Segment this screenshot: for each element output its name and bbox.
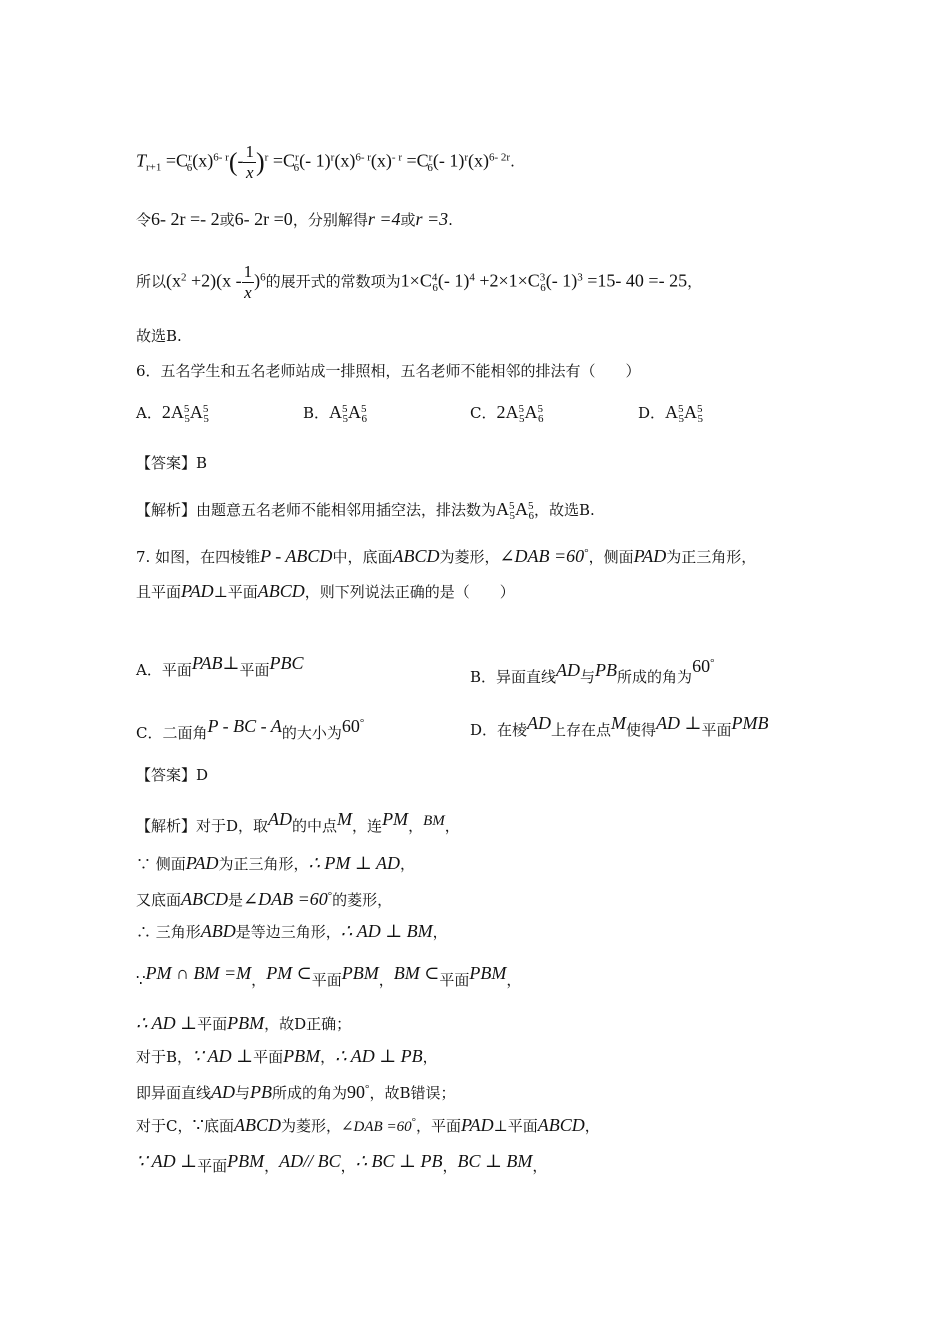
q7-option-d[interactable]: D．在棱AD上存在点M使得AD ⊥平面PMB (470, 713, 769, 739)
q6-option-b[interactable]: B．$A^5_5A^5_6$ (303, 402, 368, 425)
q7-stem-line2: 且平面PAD⊥平面ABCD，则下列说法正确的是（ ） (136, 581, 515, 601)
q7-solution-7: 对于B，∵ AD ⊥平面PBM，∴ AD ⊥ PB， (136, 1046, 438, 1066)
q7-solution-2: ∵ 侧面PAD为正三角形，∴ PM ⊥ AD， (136, 853, 416, 873)
q6-option-d[interactable]: D．$A^5_5A^5_5$ (638, 402, 704, 425)
q7-solution-8: 即异面直线AD与PB所成的角为90°，故B错误； (136, 1082, 456, 1102)
q7-solution-1: 【解析】对于D，取AD的中点M，连PM，BM， (136, 809, 460, 835)
q7-option-a[interactable]: A．平面PAB⊥平面PBC (136, 653, 304, 679)
q7-option-c[interactable]: C．二面角P - BC - A的大小为60° (136, 716, 365, 742)
q6-answer: 【答案】B (136, 454, 208, 472)
q7-answer: 【答案】D (136, 766, 209, 784)
q7-solution-4: ∴ 三角形ABD是等边三角形，∴ AD ⊥ BM， (136, 921, 448, 941)
q6-option-c[interactable]: C．$2A^5_5A^5_6$ (470, 402, 544, 425)
q7-solution-3: 又底面ABCD是∠DAB =60°的菱形， (136, 889, 393, 909)
fraction-one-over-x: $\frac{1}{x}$ (245, 142, 254, 182)
q6-option-a[interactable]: A．$2A^5_5A^5_5$ (136, 402, 209, 425)
q6-analysis: 【解析】由题意五名老师不能相邻用插空法，排法数为$A^5_5A^5_6$，故选B. (136, 499, 595, 522)
fraction-one-over-x-2: $\frac{1}{x}$ (243, 262, 253, 302)
choose-b-line: 故选B. (136, 327, 182, 345)
q7-solution-5: ∵PM ∩ BM =M，PM ⊂平面PBM，BM ⊂平面PBM， (136, 963, 522, 989)
q6-stem: 6．五名学生和五名老师站成一排照相，五名老师不能相邻的排法有（ ） (136, 362, 641, 380)
q7-solution-10: ∵ AD ⊥平面PBM，AD// BC，∴ BC ⊥ PB，BC ⊥ BM， (136, 1151, 548, 1175)
expansion-general-term: $T_{r+1} =C^r_6(x)^{6- r}(-$ $\frac{1}{x}$ )$^r =C^r_6(-$ $1)^r(x)^{6- r}(x)^{- r} =C^r_6(-$ $1)^r(x)^{6- 2r}$. (136, 142, 515, 182)
constant-term-line: 所以$(x^2 +2)(x$ - $\frac{1}{x}$ )$^6$的展开式的常数项为$1\times C^4_6(-$ $1)^4 +2\times 1\times C^3_6(-$ 1)$^3$ =15- 40 =- 25， (136, 262, 703, 302)
q7-solution-6: ∴ AD ⊥平面PBM，故D正确； (136, 1013, 352, 1033)
q7-solution-9: 对于C，∵底面ABCD为菱形，∠DAB =60°，平面PAD⊥平面ABCD， (136, 1115, 600, 1135)
q7-option-b[interactable]: B．异面直线AD与PB所成的角为60° (470, 656, 715, 686)
solve-r-line: 令6- 2r =- 2或6- 2r =0，分别解得r =4或r =3. (136, 209, 453, 229)
q7-stem-line1: 7. 如图，在四棱锥P - ABCD中，底面ABCD为菱形，∠DAB =60°，侧面PAD为正三角形， (136, 546, 757, 566)
